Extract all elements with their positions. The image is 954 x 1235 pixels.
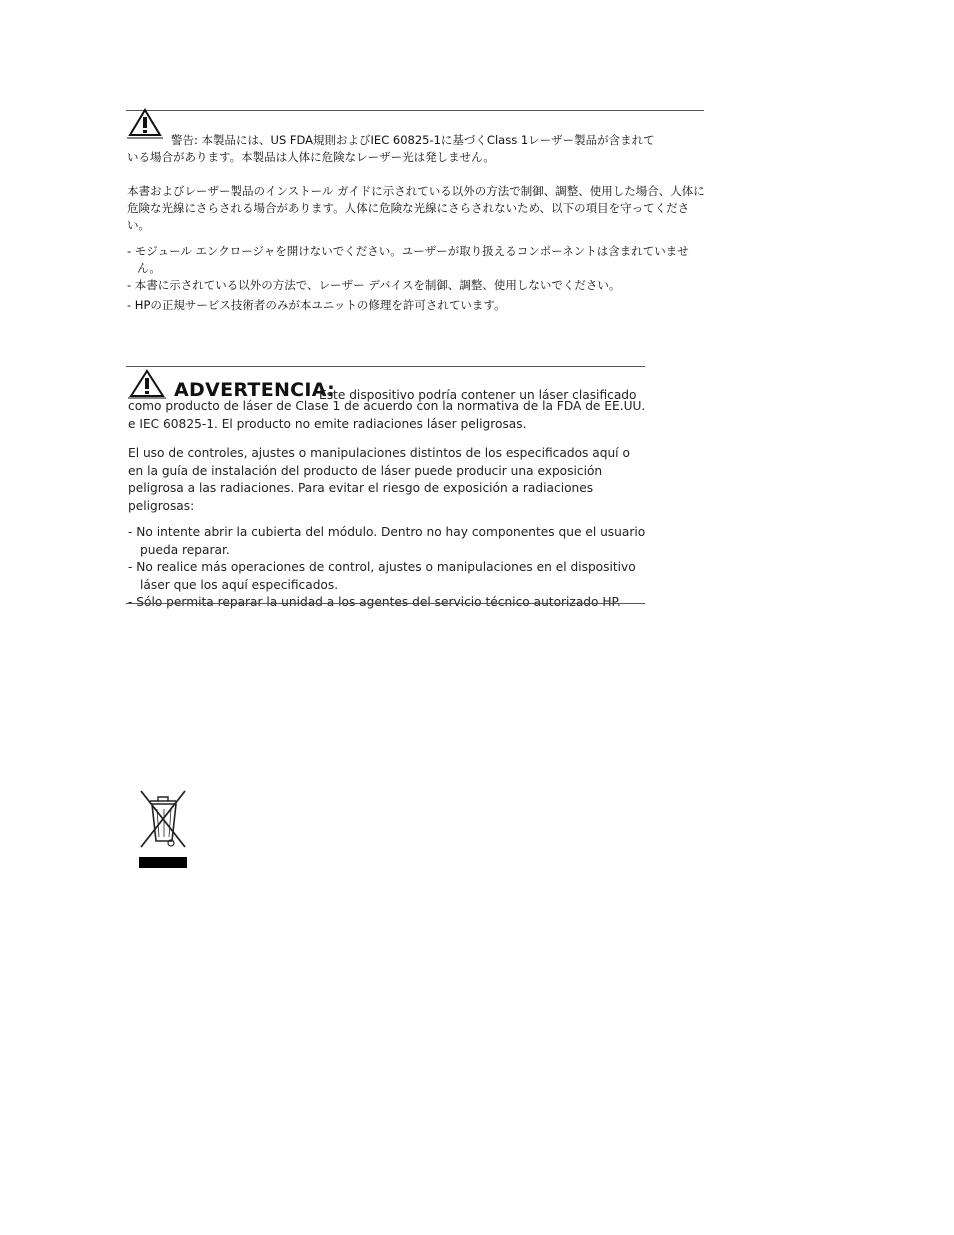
japanese-warning-intro bbox=[127, 111, 707, 149]
list-item: - No intente abrir la cubierta del módulo. Dentro no hay componentes que el usuario pueda reparar. bbox=[128, 525, 646, 557]
japanese-list bbox=[127, 243, 707, 314]
spanish-intro: como producto de láser de Clase 1 de acuerdo con la normativa de la FDA de EE.UU. e IEC 60825-1. El producto no emite radiaciones láser peligrosas. bbox=[128, 399, 646, 431]
japanese-warning-section bbox=[127, 111, 707, 314]
warning-triangle-icon bbox=[127, 107, 163, 139]
spanish-heading-rest: Este dispositivo podría contener un láser clasificado bbox=[319, 388, 637, 402]
japanese-intro-line1: 警告: 本製品には、US FDA規則およびIEC 60825-1に基づくClass 1レーザー製品が含まれて bbox=[171, 133, 655, 147]
japanese-paragraph: 本書およびレーザー製品のインストール ガイドに示されている以外の方法で制御、調整、使用した場合、人体に危険な光線にさらされる場合があります。人体に危険な光線にさらされないため、以下の項目を守ってください。 bbox=[127, 184, 705, 232]
spanish-warning-heading: ADVERTENCIA: bbox=[174, 379, 336, 401]
warning-triangle-icon bbox=[128, 369, 166, 399]
spanish-paragraph: El uso de controles, ajustes o manipulaciones distintos de los especificados aquí o en la guía de instalación del producto de láser puede producir una exposición peligrosa a las radiaciones. Para evitar el riesgo de exposición a radiaciones peligrosas: bbox=[128, 446, 630, 513]
list-item: - 本書に示されている以外の方法で、レーザー デバイスを制御、調整、使用しないでください。 bbox=[127, 278, 621, 292]
list-item: - モジュール エンクロージャを開けないでください。ユーザーが取り扱えるコンポーネントは含まれていません。 bbox=[127, 244, 689, 275]
spanish-warning-section bbox=[128, 367, 648, 612]
list-item: - No realice más operaciones de control, ajustes o manipulaciones en el dispositivo láser que los aquí especificados. bbox=[128, 560, 636, 592]
spanish-list bbox=[128, 524, 648, 612]
list-item: - HPの正規サービス技術者のみが本ユニットの修理を許可されています。 bbox=[127, 298, 506, 312]
spanish-bottom-rule bbox=[126, 603, 645, 604]
spanish-warning-header bbox=[128, 367, 648, 402]
japanese-intro-line2: いる場合があります。本製品は人体に危険なレーザー光は発しません。 bbox=[127, 150, 495, 164]
crossed-out-wheelie-bin-icon bbox=[137, 787, 189, 869]
list-item: - Sólo permita reparar la unidad a los agentes del servicio técnico autorizado HP. bbox=[128, 595, 621, 609]
